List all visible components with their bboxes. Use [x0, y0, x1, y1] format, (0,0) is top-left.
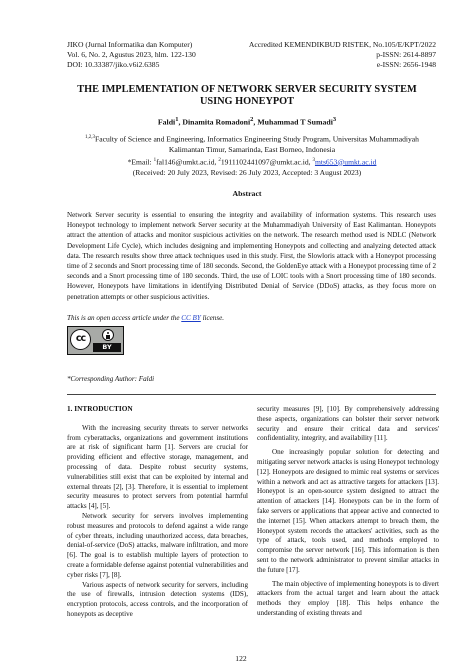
license-text: This is an open access article under the — [67, 314, 182, 322]
author-name: Dinamita Romadoni — [182, 117, 251, 127]
body-column-right — [257, 405, 439, 619]
corresponding-author: *Corresponding Author: Faldi — [67, 375, 155, 383]
email-separator: , — [308, 157, 313, 167]
cc-by-badge[interactable] — [67, 326, 124, 355]
author-separator: , — [178, 117, 183, 127]
body-column-left — [67, 404, 248, 620]
section-heading-introduction: 1. INTRODUCTION — [67, 404, 133, 413]
journal-header — [67, 40, 436, 70]
paragraph: One increasingly popular solution for detecting and mitigating server network attacks is using Honeypot technology [12]. Honeypots are designed to mimic real systems or services within a network and act as attractive targets for attackers [13]. Honeypot is an open-source system designed to attract the attention of attackers [14]. Honeypots can be in the form of fake servers or applications that appear active and connected to the internet [15]. When attackers attempt to breach them, the Honeypot system records the attackers' activities, such as the type of attack, tools used, and methods employed to compromise the server network [16]. This information is then sent to the network administrator to prevent similar attacks in the future [17]. — [257, 448, 439, 574]
affiliation-line-1: Faculty of Science and Engineering, Informatics Engineering Study Program, Universitas Muhammadiyah — [95, 134, 419, 144]
email-sup: 1 — [153, 157, 157, 163]
journal-name: JIKO (Jurnal Informatika dan Komputer) — [67, 40, 193, 49]
affiliation-line-2: Kalimantan Timur, Samarinda, East Borneo, Indonesia — [168, 145, 336, 155]
accreditation: Accredited KEMENDIKBUD RISTEK, No.105/E/KPT/2022 — [248, 40, 436, 49]
email-separator: , — [214, 157, 219, 167]
section-divider — [67, 394, 436, 395]
affiliation-sup: 1,2,3 — [85, 135, 96, 140]
doi[interactable]: DOI: 10.33387/jiko.v6i2.6385 — [67, 60, 160, 69]
author-name: Faldi — [157, 117, 176, 127]
author-name: Muhammad T Sumadi — [257, 117, 333, 127]
abstract-heading: Abstract — [232, 189, 262, 198]
email-1[interactable]: fal146@umkt.ac.id — [156, 157, 215, 167]
email-sup: 2 — [218, 157, 221, 163]
cc-icon: cc — [70, 329, 91, 350]
page-number: 122 — [235, 654, 247, 663]
volume-info: Vol. 6, No. 2, Agustus 2023, hlm. 122-130 — [67, 50, 196, 59]
e-issn: e-ISSN: 2656-1948 — [376, 60, 436, 69]
author-separator: , — [253, 117, 258, 127]
affiliation — [60, 133, 444, 168]
email-prefix: *Email: — [127, 157, 154, 167]
by-label: BY — [93, 343, 121, 352]
received-dates: (Received: 20 July 2023, Revised: 26 July 2023, Accepted: 3 August 2023) — [132, 168, 362, 177]
license-text-end: license. — [200, 314, 225, 322]
paragraph: The main objective of implementing honeypots is to divert attackers from the actual target and learn about the attack methods they employ [18]. This helps enhance the understanding of existing threats and — [257, 579, 439, 617]
email-3-link[interactable]: mts653@umkt.ac.id — [314, 157, 377, 167]
paragraph: Various aspects of network security for servers, including the use of firewalls, intrusion detection systems (IDS), encryption protocols, access controls, and the incorporation of honeypots as deceptive — [67, 580, 248, 618]
author-sup: 1 — [175, 116, 179, 123]
author-sup: 3 — [332, 116, 337, 123]
attribution-person-icon — [102, 329, 114, 341]
author-sup: 2 — [250, 116, 254, 123]
license-statement — [67, 314, 224, 322]
paragraph: With the increasing security threats to server networks from cyberattacks, organizations and government institutions are at risk of significant harm [1]. Servers are crucial for providing efficient and effective storage, management, and processing of data. Despite robust security systems, vulnerabilities still exist that can be exploited by internal and external threats [2], [3]. Therefore, it is essential to implement security measures to protect servers from potential harmful attacks [4], [5]. — [67, 423, 248, 511]
paragraph: Network security for servers involves implementing robust measures and protocols to defend against a wide range of cyber threats, including unauthorized access, data breaches, denial-of-service (DoS) attacks, malware infiltration, and more [6]. The goal is to establish multiple layers of protection to create a formidable defense against potential vulnerabilities and cyber risks [7], [8]. — [67, 511, 249, 579]
abstract-text: Network Server security is essential to ensuring the integrity and availability of information systems. This research uses Honeypot technology to implement network Server security at the Muhammadiyah University of East Kalimantan. Honeypots attract the attention of attacks and monitor suspicious activities on the network. The research method used is NDLC (Network Development Life Cycle), which includes designing and implementing Honeypots and collecting and analyzing detected attack data. The research results show three attack techniques used in this study. First, the Slowloris attack with a Honeypot processing time of 2 seconds and Snort processing time of 180 seconds. Second, the GoldenEye attack with a Honeypot processing time of 2 seconds and a Snort processing time of 180 seconds. Third, the use of LOIC tools with a Snort processing time of 180 seconds. However, Honeypots have limitations in identifying Distributed Denial of Service (DDoS) attacks, as they focus more on penetration attempts or other suspicious activities. — [67, 211, 436, 301]
p-issn: p-ISSN: 2614-8897 — [376, 50, 436, 59]
cc-by-link[interactable]: CC BY — [181, 314, 201, 322]
paragraph: security measures [9], [10]. By comprehensively addressing these aspects, organizations can bolster their server network security and ensure their critical data and services' confidentiality, integrity, and availability [11]. — [257, 405, 439, 443]
email-2[interactable]: 1911102441097@umkt.ac.id — [220, 157, 309, 167]
email-sup: 3 — [312, 157, 315, 163]
paper-title: THE IMPLEMENTATION OF NETWORK SERVER SECURITY SYSTEM USING HONEYPOT — [77, 84, 417, 107]
email-line — [60, 156, 444, 168]
author-list — [60, 116, 434, 127]
